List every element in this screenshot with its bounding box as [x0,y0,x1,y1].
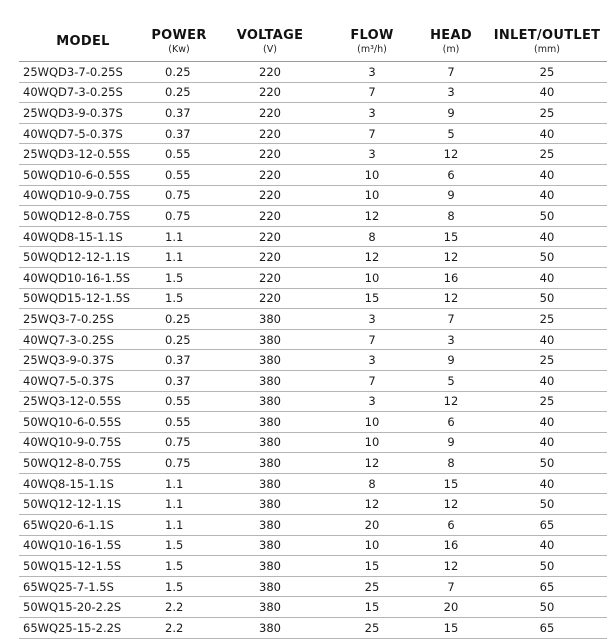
table-row [19,309,607,330]
table-row [19,370,607,391]
cell-model: 40WQD8-15-1.1S [19,226,147,247]
cell-voltage: 220 [211,226,329,247]
table-row [19,164,607,185]
cell-head: 16 [415,535,487,556]
cell-model: 50WQ15-12-1.5S [19,556,147,577]
column-header-flow [329,22,415,62]
cell-model: 50WQ12-8-0.75S [19,453,147,474]
cell-inlet: 50 [487,494,607,515]
table-row [19,494,607,515]
cell-model: 40WQ7-3-0.25S [19,329,147,350]
table-row [19,226,607,247]
cell-power: 1.5 [147,267,211,288]
cell-flow: 25 [329,576,415,597]
table-row [19,267,607,288]
cell-head: 7 [415,62,487,83]
cell-power: 0.75 [147,206,211,227]
cell-inlet: 40 [487,226,607,247]
cell-power: 0.37 [147,103,211,124]
cell-power: 1.1 [147,226,211,247]
cell-flow: 15 [329,597,415,618]
cell-model: 40WQD7-3-0.25S [19,82,147,103]
table-row [19,453,607,474]
cell-power: 0.25 [147,329,211,350]
cell-power: 0.37 [147,370,211,391]
cell-head: 5 [415,123,487,144]
cell-power: 0.75 [147,432,211,453]
cell-voltage: 380 [211,370,329,391]
cell-flow: 3 [329,62,415,83]
cell-head: 12 [415,494,487,515]
cell-voltage: 380 [211,618,329,639]
cell-head: 9 [415,432,487,453]
pump-spec-table [19,22,607,639]
table-row [19,82,607,103]
cell-voltage: 380 [211,597,329,618]
cell-flow: 7 [329,329,415,350]
table-row [19,288,607,309]
column-title: VOLTAGE [236,28,304,43]
cell-voltage: 220 [211,144,329,165]
cell-power: 1.5 [147,576,211,597]
cell-voltage: 380 [211,412,329,433]
table-row [19,247,607,268]
cell-flow: 12 [329,247,415,268]
cell-voltage: 220 [211,82,329,103]
cell-power: 1.1 [147,247,211,268]
cell-inlet: 25 [487,103,607,124]
cell-voltage: 380 [211,391,329,412]
cell-flow: 12 [329,494,415,515]
cell-head: 15 [415,473,487,494]
cell-flow: 10 [329,164,415,185]
cell-voltage: 380 [211,309,329,330]
cell-model: 50WQD12-12-1.1S [19,247,147,268]
cell-inlet: 40 [487,82,607,103]
cell-voltage: 380 [211,473,329,494]
cell-voltage: 220 [211,123,329,144]
table-row [19,618,607,639]
cell-power: 0.55 [147,412,211,433]
cell-voltage: 220 [211,288,329,309]
cell-flow: 10 [329,267,415,288]
cell-power: 0.75 [147,453,211,474]
cell-model: 40WQ7-5-0.37S [19,370,147,391]
cell-head: 8 [415,453,487,474]
cell-voltage: 380 [211,494,329,515]
cell-power: 2.2 [147,618,211,639]
cell-model: 40WQD7-5-0.37S [19,123,147,144]
cell-inlet: 40 [487,432,607,453]
table-header [19,22,607,62]
cell-power: 0.37 [147,350,211,371]
cell-flow: 7 [329,123,415,144]
cell-inlet: 40 [487,267,607,288]
cell-model: 50WQD12-8-0.75S [19,206,147,227]
cell-flow: 8 [329,226,415,247]
cell-model: 65WQ25-7-1.5S [19,576,147,597]
column-header-inlet-outlet [487,22,607,62]
table-row [19,535,607,556]
column-header-power [147,22,211,62]
cell-voltage: 220 [211,267,329,288]
cell-head: 15 [415,618,487,639]
cell-model: 50WQ12-12-1.1S [19,494,147,515]
cell-model: 50WQD15-12-1.5S [19,288,147,309]
cell-inlet: 50 [487,206,607,227]
table-row [19,123,607,144]
cell-power: 1.5 [147,535,211,556]
cell-inlet: 50 [487,288,607,309]
table-row [19,391,607,412]
cell-inlet: 40 [487,412,607,433]
table-row [19,412,607,433]
cell-power: 0.55 [147,391,211,412]
cell-inlet: 40 [487,185,607,206]
cell-model: 40WQD10-9-0.75S [19,185,147,206]
column-unit: (Kw) [168,44,190,55]
cell-head: 9 [415,103,487,124]
cell-flow: 10 [329,432,415,453]
cell-head: 8 [415,206,487,227]
table-row [19,62,607,83]
cell-model: 50WQ15-20-2.2S [19,597,147,618]
cell-model: 25WQ3-7-0.25S [19,309,147,330]
cell-inlet: 65 [487,515,607,536]
cell-inlet: 65 [487,576,607,597]
cell-flow: 3 [329,144,415,165]
column-unit: (V) [263,44,277,55]
cell-flow: 15 [329,556,415,577]
column-title: MODEL [56,34,110,49]
cell-inlet: 65 [487,618,607,639]
cell-voltage: 220 [211,206,329,227]
cell-head: 9 [415,185,487,206]
cell-head: 3 [415,329,487,350]
cell-voltage: 380 [211,515,329,536]
table-row [19,206,607,227]
cell-voltage: 380 [211,453,329,474]
cell-head: 12 [415,247,487,268]
cell-head: 6 [415,164,487,185]
cell-power: 0.55 [147,144,211,165]
cell-inlet: 50 [487,556,607,577]
cell-inlet: 40 [487,473,607,494]
cell-power: 0.25 [147,82,211,103]
cell-voltage: 220 [211,103,329,124]
cell-power: 0.37 [147,123,211,144]
cell-model: 40WQ10-9-0.75S [19,432,147,453]
cell-flow: 12 [329,206,415,227]
cell-flow: 25 [329,618,415,639]
cell-flow: 3 [329,391,415,412]
cell-model: 25WQD3-12-0.55S [19,144,147,165]
cell-power: 1.5 [147,288,211,309]
cell-model: 25WQD3-7-0.25S [19,62,147,83]
cell-model: 40WQ8-15-1.1S [19,473,147,494]
cell-flow: 7 [329,82,415,103]
spec-table-container [19,22,607,639]
cell-voltage: 380 [211,432,329,453]
column-header-voltage [211,22,329,62]
table-row [19,144,607,165]
cell-model: 65WQ25-15-2.2S [19,618,147,639]
table-row [19,556,607,577]
cell-flow: 10 [329,535,415,556]
column-header-model [19,22,147,62]
cell-flow: 3 [329,103,415,124]
column-title: FLOW [350,28,394,43]
cell-model: 25WQ3-9-0.37S [19,350,147,371]
cell-head: 12 [415,288,487,309]
column-header-head [415,22,487,62]
cell-head: 5 [415,370,487,391]
column-title: INLET/OUTLET [493,28,601,43]
cell-power: 0.55 [147,164,211,185]
cell-power: 0.25 [147,309,211,330]
cell-head: 9 [415,350,487,371]
table-row [19,473,607,494]
cell-power: 1.1 [147,515,211,536]
cell-flow: 7 [329,370,415,391]
table-row [19,103,607,124]
cell-model: 50WQD10-6-0.55S [19,164,147,185]
table-row [19,432,607,453]
cell-model: 25WQD3-9-0.37S [19,103,147,124]
cell-flow: 3 [329,350,415,371]
cell-inlet: 40 [487,123,607,144]
cell-voltage: 220 [211,185,329,206]
table-row [19,597,607,618]
cell-voltage: 220 [211,164,329,185]
cell-inlet: 40 [487,329,607,350]
header-row [19,22,607,62]
cell-head: 6 [415,515,487,536]
cell-head: 16 [415,267,487,288]
cell-flow: 20 [329,515,415,536]
cell-inlet: 40 [487,535,607,556]
cell-power: 1.1 [147,494,211,515]
cell-flow: 8 [329,473,415,494]
table-row [19,515,607,536]
column-unit: (m) [442,44,460,55]
cell-inlet: 40 [487,164,607,185]
cell-voltage: 380 [211,350,329,371]
cell-inlet: 40 [487,370,607,391]
cell-power: 0.75 [147,185,211,206]
cell-power: 1.1 [147,473,211,494]
cell-power: 2.2 [147,597,211,618]
cell-inlet: 50 [487,247,607,268]
cell-head: 12 [415,144,487,165]
cell-inlet: 25 [487,350,607,371]
cell-inlet: 25 [487,309,607,330]
cell-model: 50WQ10-6-0.55S [19,412,147,433]
cell-flow: 10 [329,185,415,206]
table-row [19,576,607,597]
cell-power: 1.5 [147,556,211,577]
cell-head: 15 [415,226,487,247]
column-title: HEAD [430,28,472,43]
cell-voltage: 220 [211,62,329,83]
cell-model: 40WQD10-16-1.5S [19,267,147,288]
cell-head: 3 [415,82,487,103]
cell-flow: 15 [329,288,415,309]
cell-model: 40WQ10-16-1.5S [19,535,147,556]
table-row [19,350,607,371]
cell-model: 65WQ20-6-1.1S [19,515,147,536]
cell-head: 20 [415,597,487,618]
cell-model: 25WQ3-12-0.55S [19,391,147,412]
cell-flow: 12 [329,453,415,474]
column-unit: (m³/h) [357,44,387,55]
column-unit: (mm) [534,44,560,55]
cell-inlet: 50 [487,453,607,474]
cell-flow: 3 [329,309,415,330]
table-body [19,62,607,639]
cell-power: 0.25 [147,62,211,83]
table-row [19,185,607,206]
cell-head: 12 [415,556,487,577]
column-title: POWER [151,28,207,43]
cell-voltage: 380 [211,329,329,350]
cell-head: 7 [415,309,487,330]
cell-voltage: 380 [211,576,329,597]
cell-head: 12 [415,391,487,412]
cell-inlet: 25 [487,144,607,165]
cell-voltage: 380 [211,556,329,577]
cell-head: 6 [415,412,487,433]
cell-inlet: 25 [487,391,607,412]
cell-voltage: 220 [211,247,329,268]
cell-head: 7 [415,576,487,597]
cell-voltage: 380 [211,535,329,556]
cell-flow: 10 [329,412,415,433]
cell-inlet: 50 [487,597,607,618]
table-row [19,329,607,350]
cell-inlet: 25 [487,62,607,83]
